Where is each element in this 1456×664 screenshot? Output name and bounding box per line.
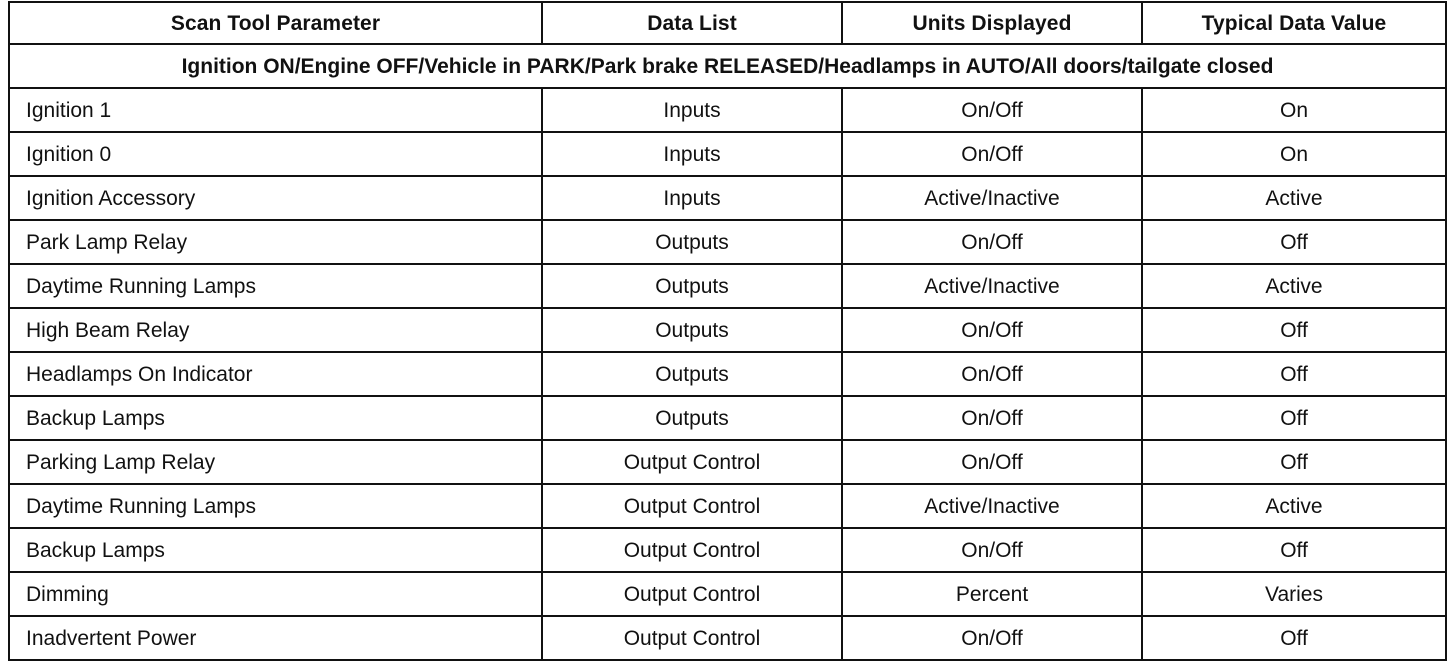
cell-units: Active/Inactive	[842, 484, 1142, 528]
table-row	[9, 572, 1446, 616]
cell-typical-value: Off	[1142, 396, 1446, 440]
cell-parameter: Daytime Running Lamps	[9, 264, 542, 308]
cell-typical-value: Off	[1142, 308, 1446, 352]
cell-typical-value: On	[1142, 132, 1446, 176]
cell-parameter: Ignition 1	[9, 88, 542, 132]
scan-tool-data-table	[8, 1, 1447, 661]
table-row	[9, 88, 1446, 132]
cell-data-list: Inputs	[542, 88, 842, 132]
cell-units: On/Off	[842, 308, 1142, 352]
cell-typical-value: Active	[1142, 484, 1446, 528]
header-data-list: Data List	[542, 2, 842, 44]
cell-parameter: Ignition 0	[9, 132, 542, 176]
table-row	[9, 176, 1446, 220]
cell-data-list: Outputs	[542, 264, 842, 308]
cell-typical-value: Active	[1142, 176, 1446, 220]
table-header	[9, 2, 1446, 44]
cell-typical-value: Off	[1142, 352, 1446, 396]
cell-typical-value: Active	[1142, 264, 1446, 308]
table-row	[9, 352, 1446, 396]
table-row	[9, 264, 1446, 308]
cell-typical-value: Off	[1142, 220, 1446, 264]
cell-typical-value: Off	[1142, 528, 1446, 572]
cell-units: On/Off	[842, 440, 1142, 484]
data-table-page	[8, 1, 1445, 661]
table-row	[9, 616, 1446, 660]
cell-parameter: Inadvertent Power	[9, 616, 542, 660]
header-scan-tool-parameter: Scan Tool Parameter	[9, 2, 542, 44]
table-row	[9, 396, 1446, 440]
table-row	[9, 528, 1446, 572]
cell-typical-value: Off	[1142, 440, 1446, 484]
cell-units: Percent	[842, 572, 1142, 616]
cell-parameter: Backup Lamps	[9, 528, 542, 572]
cell-units: Active/Inactive	[842, 264, 1142, 308]
table-body	[9, 44, 1446, 660]
cell-parameter: Headlamps On Indicator	[9, 352, 542, 396]
cell-units: On/Off	[842, 220, 1142, 264]
cell-parameter: Ignition Accessory	[9, 176, 542, 220]
cell-data-list: Output Control	[542, 572, 842, 616]
cell-data-list: Output Control	[542, 616, 842, 660]
table-row	[9, 220, 1446, 264]
cell-units: On/Off	[842, 616, 1142, 660]
cell-data-list: Outputs	[542, 308, 842, 352]
cell-data-list: Output Control	[542, 484, 842, 528]
cell-parameter: Park Lamp Relay	[9, 220, 542, 264]
condition-row	[9, 44, 1446, 88]
cell-units: Active/Inactive	[842, 176, 1142, 220]
cell-typical-value: Off	[1142, 616, 1446, 660]
cell-parameter: High Beam Relay	[9, 308, 542, 352]
cell-data-list: Outputs	[542, 220, 842, 264]
cell-units: On/Off	[842, 352, 1142, 396]
table-row	[9, 132, 1446, 176]
header-row	[9, 2, 1446, 44]
cell-parameter: Backup Lamps	[9, 396, 542, 440]
header-typical-data-value: Typical Data Value	[1142, 2, 1446, 44]
cell-data-list: Inputs	[542, 132, 842, 176]
header-units-displayed: Units Displayed	[842, 2, 1142, 44]
cell-units: On/Off	[842, 88, 1142, 132]
condition-text: Ignition ON/Engine OFF/Vehicle in PARK/Park brake RELEASED/Headlamps in AUTO/All doors/tailgate closed	[9, 44, 1446, 88]
cell-parameter: Daytime Running Lamps	[9, 484, 542, 528]
cell-data-list: Inputs	[542, 176, 842, 220]
cell-data-list: Output Control	[542, 528, 842, 572]
cell-parameter: Dimming	[9, 572, 542, 616]
cell-data-list: Outputs	[542, 396, 842, 440]
table-row	[9, 308, 1446, 352]
table-row	[9, 440, 1446, 484]
cell-units: On/Off	[842, 396, 1142, 440]
cell-units: On/Off	[842, 132, 1142, 176]
cell-typical-value: Varies	[1142, 572, 1446, 616]
cell-data-list: Output Control	[542, 440, 842, 484]
cell-parameter: Parking Lamp Relay	[9, 440, 542, 484]
table-row	[9, 484, 1446, 528]
cell-typical-value: On	[1142, 88, 1446, 132]
cell-data-list: Outputs	[542, 352, 842, 396]
cell-units: On/Off	[842, 528, 1142, 572]
